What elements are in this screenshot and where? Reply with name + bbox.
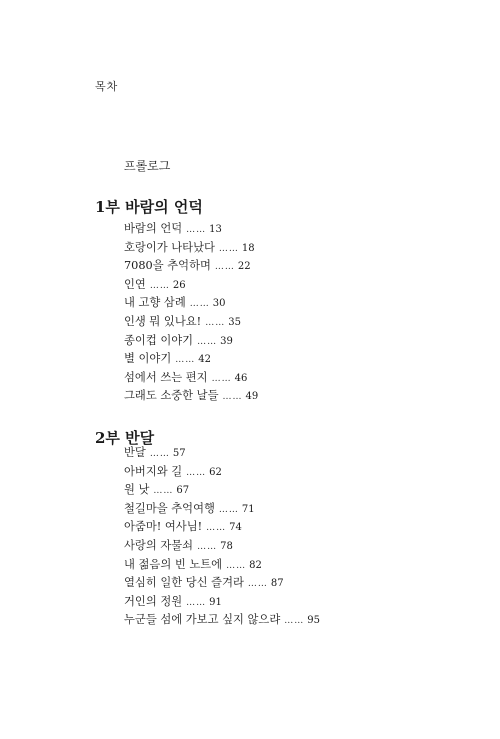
entry-dots: ……: [186, 225, 207, 235]
toc-entry: [124, 518, 320, 537]
entry-page: 62: [209, 466, 222, 478]
toc-entry: [124, 481, 320, 500]
toc-entry: [124, 387, 258, 406]
entry-page: 74: [229, 522, 242, 534]
toc-header: 목차: [95, 80, 119, 93]
entry-dots: ……: [211, 373, 232, 384]
entry-page: 13: [209, 224, 222, 235]
entry-title: 거인의 정원: [124, 594, 183, 608]
entry-page: 35: [228, 316, 241, 328]
entry-dots: ……: [247, 579, 268, 590]
entry-dots: ……: [222, 392, 243, 403]
entry-title: 철길마을 추억여행: [124, 501, 215, 515]
toc-entry: [124, 239, 258, 258]
toc-prologue: 프롤로그: [124, 159, 171, 173]
entry-title: 호랑이가 나타났다: [124, 240, 215, 254]
entry-dots: ……: [197, 541, 218, 552]
entry-dots: ……: [206, 523, 227, 534]
entry-title: 열심히 일한 당신 즐겨라: [124, 576, 244, 590]
entry-dots: ……: [175, 355, 196, 366]
part-1: [95, 196, 259, 403]
entry-page: 95: [307, 615, 320, 627]
entry-title: 내 고향 삼례: [124, 296, 186, 310]
entry-dots: ……: [153, 486, 174, 497]
entry-title: 아줌마! 여사님!: [124, 520, 203, 534]
entry-page: 22: [237, 261, 251, 273]
entry-title: 인생 뭐 있나요!: [124, 314, 202, 328]
entry-dots: ……: [218, 504, 239, 515]
entry-page: 78: [220, 540, 233, 552]
toc-entry: [124, 574, 320, 593]
entry-title: 섬에서 쓰는 편지: [124, 370, 208, 384]
toc-entry: [124, 276, 258, 295]
entry-page: 91: [209, 596, 222, 608]
entry-page: 18: [241, 242, 255, 254]
entry-dots: ……: [149, 280, 170, 291]
toc-entry: [124, 463, 320, 482]
entry-title: 내 젊음의 빈 노트에: [124, 557, 223, 571]
toc-entry: [124, 369, 258, 388]
toc-entry: [124, 294, 258, 313]
entry-title: 바람의 언덕: [124, 222, 183, 235]
entry-dots: ……: [149, 449, 170, 459]
entry-title: 종이컵 이야기: [124, 333, 194, 347]
entry-dots: ……: [186, 597, 207, 608]
toc-entry: [124, 593, 320, 612]
entry-dots: ……: [218, 243, 239, 254]
toc-entry: [124, 350, 258, 369]
entry-title: 원 낫: [124, 483, 150, 497]
entry-dots: ……: [205, 317, 226, 328]
part-2: [95, 427, 320, 627]
entry-title: 아버지와 길: [124, 464, 183, 478]
entry-dots: ……: [226, 560, 247, 571]
entry-page: 26: [172, 279, 186, 291]
toc-list: [124, 444, 320, 630]
entry-page: 46: [234, 372, 248, 384]
entry-title: 반달: [124, 446, 146, 459]
entry-dots: ……: [284, 616, 305, 627]
toc-entry: [124, 220, 258, 239]
toc-list: [124, 220, 258, 406]
entry-page: 67: [176, 485, 190, 497]
entry-title: 인연: [124, 277, 146, 291]
toc-entry: [124, 257, 258, 276]
entry-title: 사랑의 자물쇠: [124, 538, 194, 552]
entry-title: 누군들 섬에 가보고 싶지 않으랴: [124, 613, 281, 627]
toc-entry: [124, 313, 258, 332]
entry-page: 87: [270, 578, 284, 590]
toc-entry: [124, 556, 320, 575]
entry-page: 57: [172, 448, 186, 459]
entry-dots: ……: [186, 467, 207, 478]
toc-entry: [124, 611, 320, 630]
entry-dots: ……: [189, 299, 210, 310]
toc-entry: [124, 332, 258, 351]
toc-entry: [124, 500, 320, 519]
part-title: 2부 반달: [95, 429, 155, 447]
entry-page: 82: [249, 559, 262, 571]
entry-title: 그래도 소중한 날들: [124, 389, 219, 403]
entry-page: 30: [212, 298, 226, 310]
entry-page: 39: [220, 335, 233, 347]
entry-page: 71: [241, 503, 255, 515]
entry-page: 49: [245, 391, 259, 403]
entry-page: 42: [198, 354, 211, 366]
entry-title: 별 이야기: [124, 352, 172, 366]
part-title: 1부 바람의 언덕: [95, 198, 203, 216]
entry-dots: ……: [197, 336, 218, 347]
toc-entry: [124, 444, 320, 463]
entry-title: 7080을 추억하며: [124, 259, 211, 273]
toc-entry: [124, 537, 320, 556]
entry-dots: ……: [214, 262, 235, 273]
